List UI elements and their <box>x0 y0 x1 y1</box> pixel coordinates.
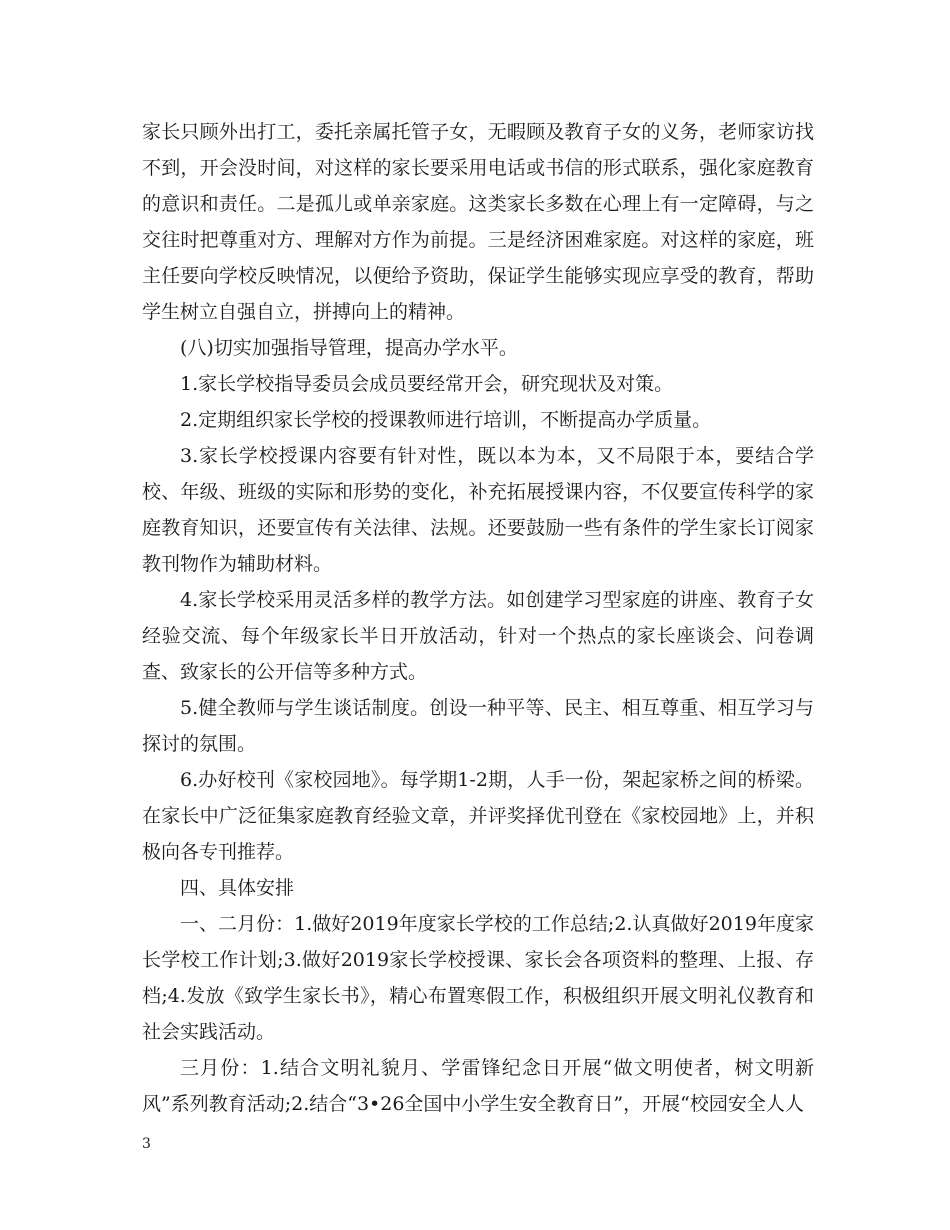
section-heading-eight: (八)切实加强指导管理，提高办学水平。 <box>180 337 518 359</box>
list-item-4: 4.家长学校采用灵活多样的教学方法。如创建学习型家庭的讲座、教育子女经验交流、每个年级家长半日开放活动，针对一个热点的家长座谈会、问卷调查、致家长的公开信等多种方式。 <box>142 589 814 683</box>
section-heading-four: 四、具体安排 <box>180 877 295 899</box>
paragraph-continued: 家长只顾外出打工，委托亲属托管子女，无暇顾及教育子女的义务，老师家访找不到，开会没时间，对这样的家长要采用电话或书信的形式联系，强化家庭教育的意识和责任。二是孤儿或单亲家庭。这类家长多数在心理上有一定障碍，与之交往时把尊重对方、理解对方作为前提。三是经济困难家庭。对这样的家庭，班主任要向学校反映情况，以便给予资助，保证学生能够实现应享受的教育，帮助学生树立自强自立，拼搏向上的精神。 <box>142 121 814 323</box>
list-item-6: 6.办好校刊《家校园地》。每学期1-2期，人手一份，架起家桥之间的桥梁。在家长中广泛征集家庭教育经验文章，并评奖择优刊登在《家校园地》上，并积极向各专刊推荐。 <box>142 769 814 863</box>
list-item-2: 2.定期组织家长学校的授课教师进行培训，不断提高办学质量。 <box>180 409 712 431</box>
schedule-march: 三月份：1.结合文明礼貌月、学雷锋纪念日开展“做文明使者，树文明新风”系列教育活动;2.结合“3•26全国中小学生安全教育日”，开展“校园安全人人 <box>142 1057 814 1115</box>
list-item-5: 5.健全教师与学生谈话制度。创设一种平等、民主、相互尊重、相互学习与探讨的氛围。 <box>142 697 814 755</box>
document-body <box>142 114 814 1122</box>
list-item-1: 1.家长学校指导委员会成员要经常开会，研究现状及对策。 <box>180 373 674 395</box>
list-item-3: 3.家长学校授课内容要有针对性，既以本为本，又不局限于本，要结合学校、年级、班级的实际和形势的变化，补充拓展授课内容，不仅要宣传科学的家庭教育知识，还要宣传有关法律、法规。还要鼓励一些有条件的学生家长订阅家教刊物作为辅助材料。 <box>142 445 814 575</box>
page-number: 3 <box>142 1136 151 1152</box>
schedule-jan-feb: 一、二月份：1.做好2019年度家长学校的工作总结;2.认真做好2019年度家长学校工作计划;3.做好2019家长学校授课、家长会各项资料的整理、上报、存档;4.发放《致学生家长书》，精心布置寒假工作，积极组织开展文明礼仪教育和社会实践活动。 <box>142 913 814 1043</box>
